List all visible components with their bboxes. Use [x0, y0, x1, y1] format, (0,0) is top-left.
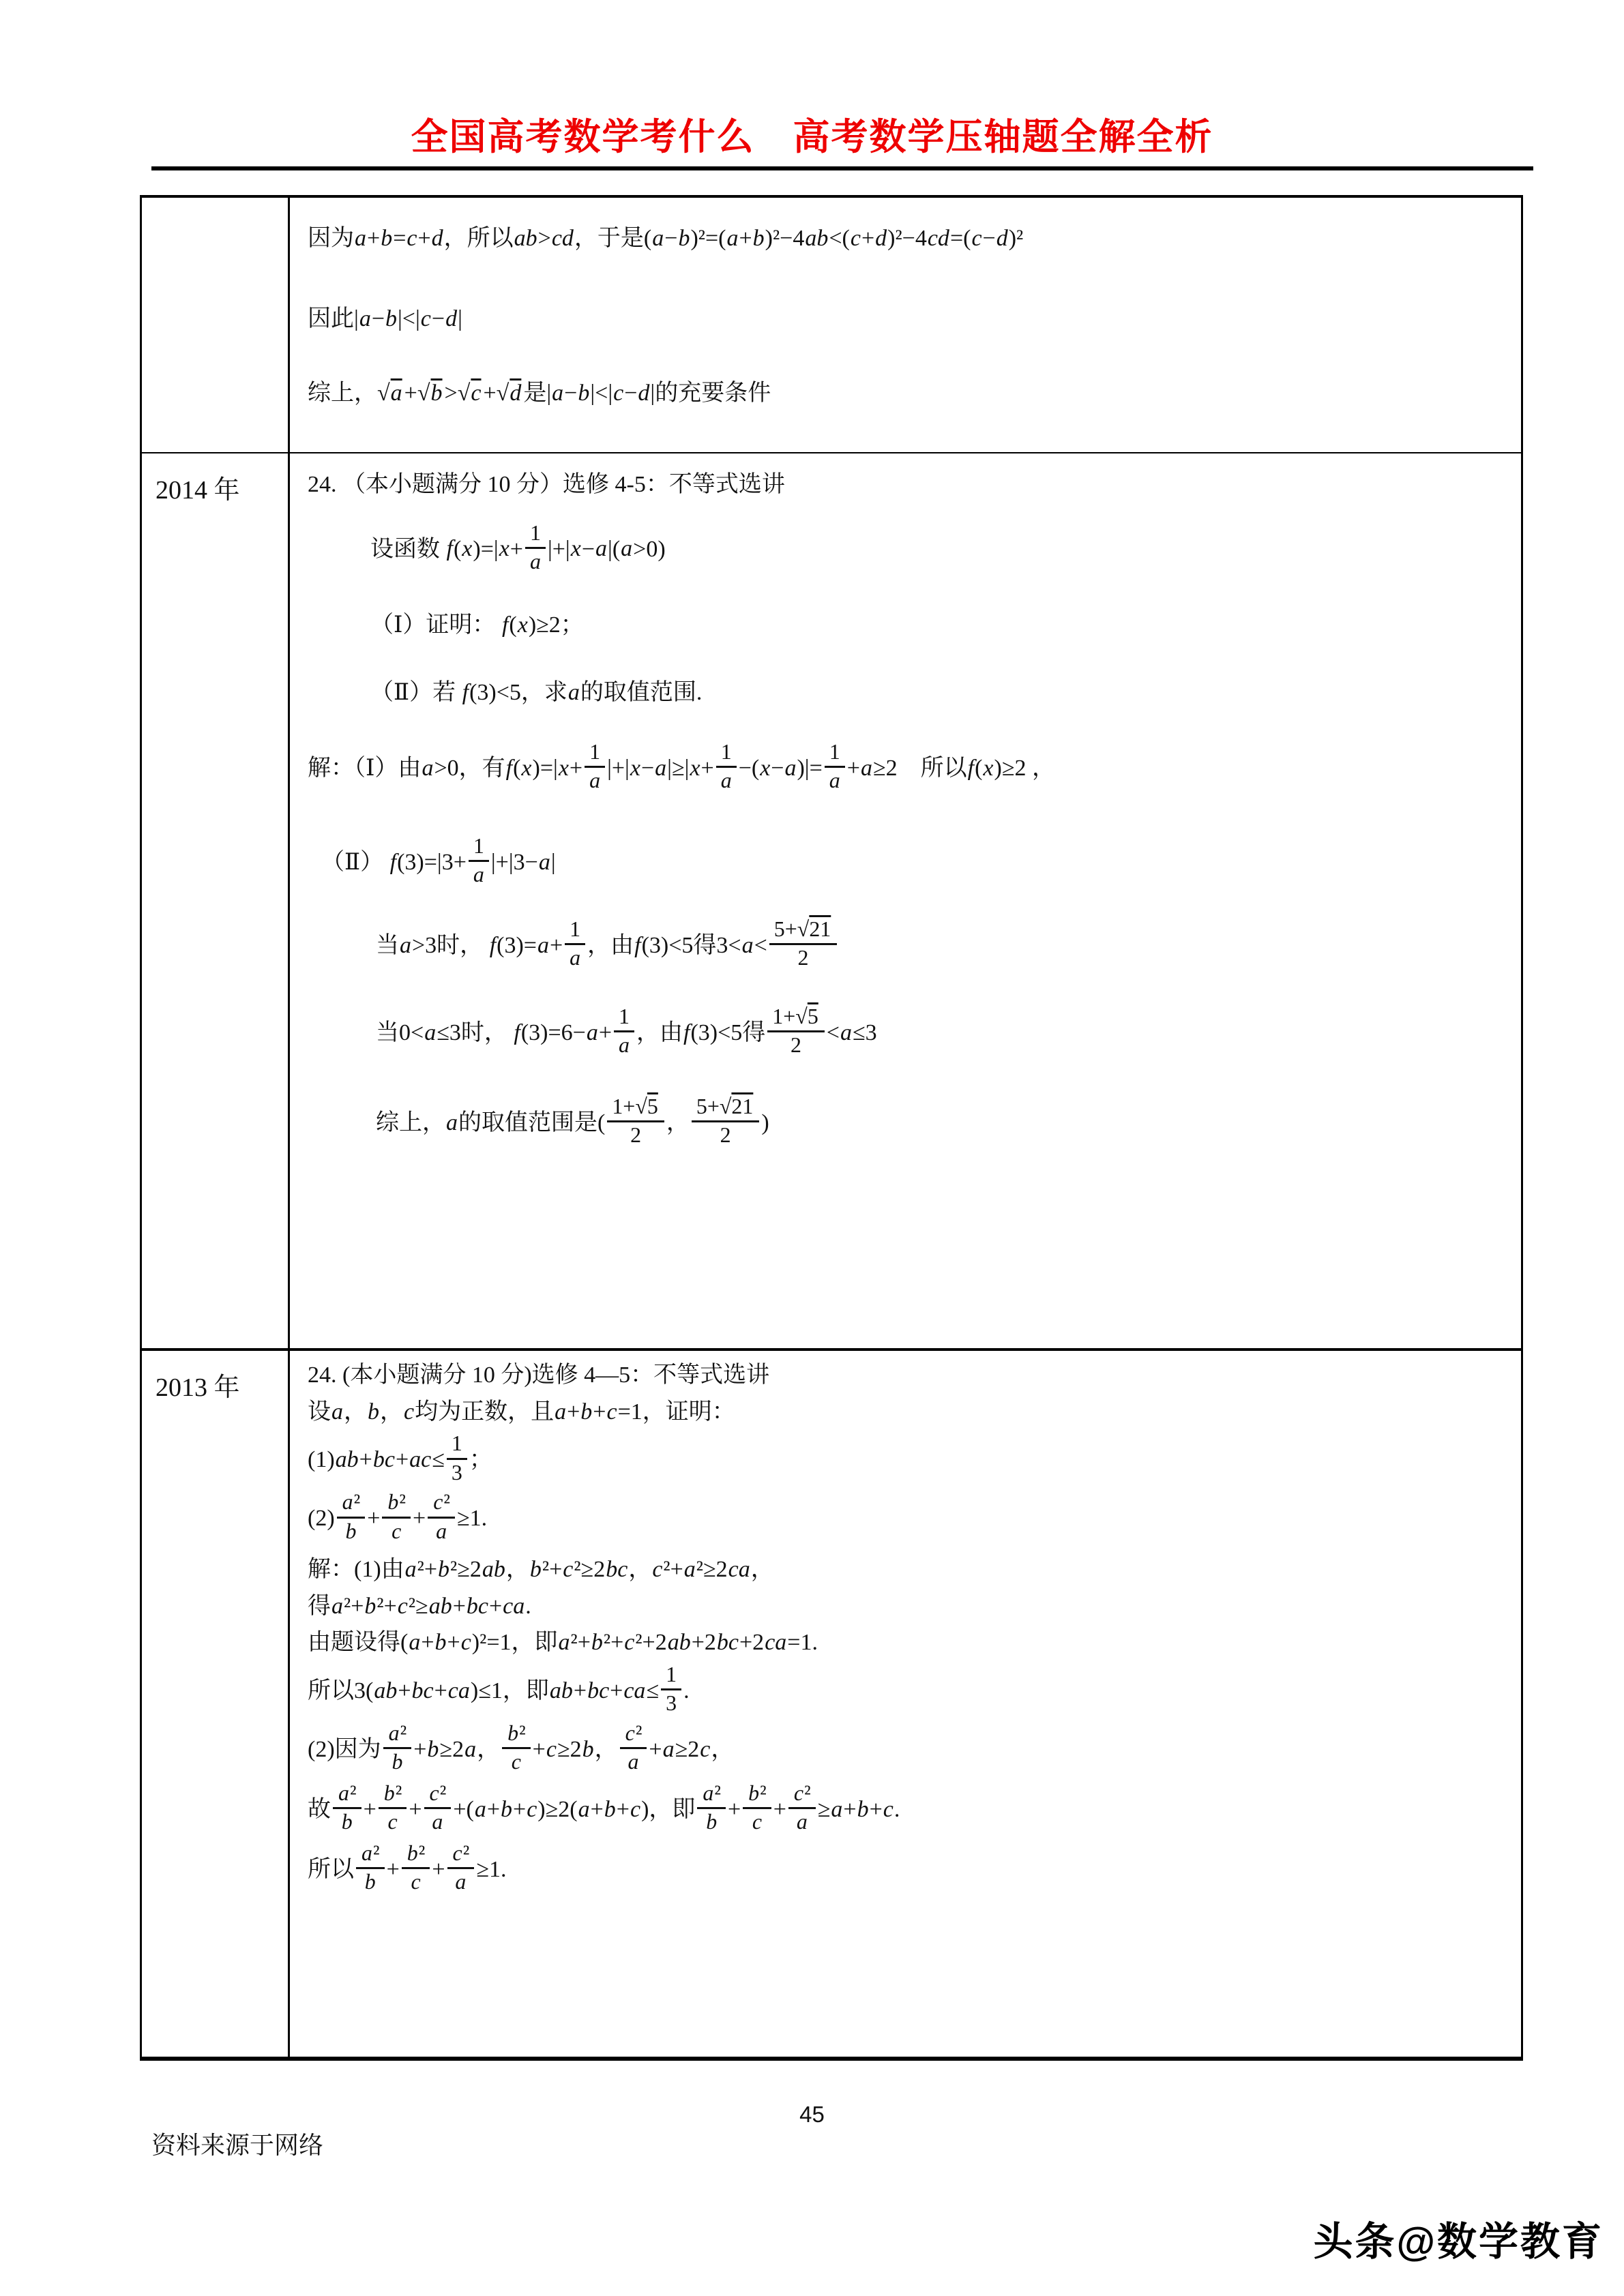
watermark: 头条@数学教育 [1313, 2220, 1604, 2264]
math-line: (2)因为 $\frac{\text{a²}}{b}$ +b≥2a， $\frac{\text{b²}}{c}$ +c≥2b， $\frac{\text{c²}}{a}$ +a≥2c， [308, 1720, 735, 1774]
math-line: 当a>3时， f(3)=a+ $\frac{1}{a}$ ，由f(3)<5得3<a< $\frac{5+√21}{2}$ [376, 921, 1514, 974]
fraction: $\frac{1}{a}$ [825, 740, 845, 793]
math-line: (1)ab+bc+ac≤ $\frac{1}{3}$ ； [308, 1431, 492, 1485]
fraction: $\frac{1}{a}$ [525, 521, 546, 574]
fraction: $\frac{\text{b²}}{c}$ [379, 1781, 407, 1834]
fraction: $\frac{1}{a}$ [565, 917, 585, 970]
table-row [142, 198, 1521, 452]
fraction: $\frac{5+√21}{2}$ [769, 917, 838, 970]
fraction: $\frac{\text{a²}}{b}$ [383, 1721, 412, 1774]
sqrt-radical: √5 [795, 1004, 818, 1028]
math-line: 所以3(ab+bc+ca)≤1，即ab+bc+ca≤ $\frac{1}{3}$ . [308, 1662, 690, 1716]
year-cell [142, 198, 290, 452]
sqrt-radical: √c [457, 381, 482, 406]
math-line: 因此|a−b|<|c−d| [308, 305, 462, 331]
math-line: 设a，b，c均为正数，且a+b+c=1，证明： [308, 1399, 735, 1425]
content-cell [290, 198, 1521, 452]
table-row [142, 1348, 1521, 2057]
math-line: 24. (本小题满分 10 分)选修 4—5：不等式选讲 [308, 1362, 770, 1388]
math-line: 24. （本小题满分 10 分）选修 4-5：不等式选讲 [308, 472, 785, 497]
fraction: $\frac{\text{b²}}{c}$ [743, 1781, 771, 1834]
source-note: 资料来源于网络 [151, 2132, 324, 2159]
fraction: $\frac{\text{b²}}{c}$ [502, 1721, 531, 1774]
fraction: $\frac{1}{a}$ [716, 740, 737, 793]
fraction: $\frac{\text{c²}}{a}$ [447, 1841, 475, 1894]
math-line: 设函数 f(x)=|x+ $\frac{1}{a}$ |+|x−a|(a>0) [370, 520, 666, 574]
fraction: $\frac{\text{c²}}{a}$ [424, 1781, 452, 1834]
sqrt-radical: √21 [719, 1094, 754, 1118]
fraction: $\frac{\text{b²}}{c}$ [402, 1841, 430, 1894]
sqrt-radical: √21 [797, 916, 831, 941]
fraction: $\frac{\text{a²}}{b}$ [333, 1781, 361, 1834]
math-line: 解：(1)由a²+b²≥2ab，b²+c²≥2bc，c²+a²≥2ca， [308, 1557, 774, 1583]
math-line: 综上，a的取值范围是( $\frac{1+√5}{2}$ ， $\frac{5+√21}{2}$ ) [376, 1094, 769, 1148]
fraction: $\frac{\text{a²}}{b}$ [697, 1781, 726, 1834]
math-line: 所以 $\frac{\text{a²}}{b}$ + $\frac{\text{b²}}{c}$ + $\frac{\text{c²}}{a}$ ≥1. [308, 1840, 507, 1894]
math-line: （Ⅱ） f(3)=|3+ $\frac{1}{a}$ |+|3−a| [321, 833, 556, 887]
fraction: $\frac{1}{a}$ [585, 740, 605, 793]
fraction: $\frac{1}{a}$ [614, 1004, 634, 1058]
page-number: 45 [799, 2102, 825, 2127]
fraction: $\frac{\text{a²}}{b}$ [337, 1490, 366, 1543]
math-line: (2) $\frac{\text{a²}}{b}$ + $\frac{\text{b²}}{c}$ + $\frac{\text{c²}}{a}$ ≥1. [308, 1490, 488, 1543]
math-line: 由题设得(a+b+c)²=1，即a²+b²+c²+2ab+2bc+2ca=1. [308, 1630, 818, 1656]
fraction: $\frac{\text{c²}}{a}$ [788, 1781, 816, 1834]
fraction: $\frac{1+√5}{2}$ [607, 1094, 664, 1148]
fraction: $\frac{\text{b²}}{c}$ [382, 1490, 411, 1543]
math-line: （Ⅱ）若 f(3)<5，求a的取值范围. [370, 680, 703, 706]
math-line: 解：（Ⅰ）由a>0，有f(x)=|x+ $\frac{1}{a}$ |+|x−a|≥|x+ $\frac{1}{a}$ −(x−a)|= $\frac{1}{a}$ +a≥2 所以f(x)≥2 ， [308, 739, 1055, 793]
fraction: $\frac{1}{a}$ [469, 834, 489, 887]
fraction: $\frac{1}{3}$ [661, 1663, 681, 1716]
fraction: $\frac{\text{a²}}{b}$ [356, 1841, 385, 1894]
math-line: 综上，√a+√b>√c+√d是|a−b|<|c−d|的充要条件 [308, 381, 771, 406]
fraction: $\frac{\text{c²}}{a}$ [428, 1490, 455, 1543]
fraction: $\frac{1}{3}$ [447, 1431, 467, 1485]
fraction: $\frac{1+√5}{2}$ [767, 1004, 825, 1058]
table-row [142, 452, 1521, 1348]
year-cell: 2013 年 [142, 1351, 290, 2057]
math-line: 因为a+b=c+d，所以ab>cd，于是(a−b)²=(a+b)²−4ab<(c+d)²−4cd=(c−d)² [308, 226, 1024, 251]
fraction: $\frac{5+√21}{2}$ [692, 1094, 760, 1148]
math-line: 当0<a≤3时， f(3)=6−a+ $\frac{1}{a}$ ，由f(3)<5得 $\frac{1+√5}{2}$ <a≤3 [376, 1004, 877, 1058]
math-line: 故 $\frac{\text{a²}}{b}$ + $\frac{\text{b²}}{c}$ + $\frac{\text{c²}}{a}$ +(a+b+c)≥2(a+b+c)，即 $\frac{\text{a²}}{b}$ + $\frac{\text{b²}}{c}$ + $\frac{\text{c²}}{a}$ ≥a+b+c. [308, 1780, 900, 1834]
sqrt-radical: √d [496, 381, 522, 406]
title-underline-rule [151, 166, 1533, 170]
year-cell: 2014 年 [142, 453, 290, 1348]
content-cell [290, 453, 1521, 1348]
math-line: 得a²+b²+c²≥ab+bc+ca. [308, 1593, 531, 1619]
sqrt-radical: √a [377, 381, 402, 406]
sqrt-radical: √5 [635, 1094, 658, 1118]
fraction: $\frac{\text{c²}}{a}$ [620, 1721, 647, 1774]
content-cell [290, 1351, 1521, 2057]
exam-table [140, 195, 1523, 2061]
sqrt-radical: √b [417, 381, 443, 406]
math-line: （Ⅰ）证明： f(x)≥2； [370, 612, 584, 638]
page-title: 全国高考数学考什么 高考数学压轴题全解全析 [411, 117, 1213, 158]
